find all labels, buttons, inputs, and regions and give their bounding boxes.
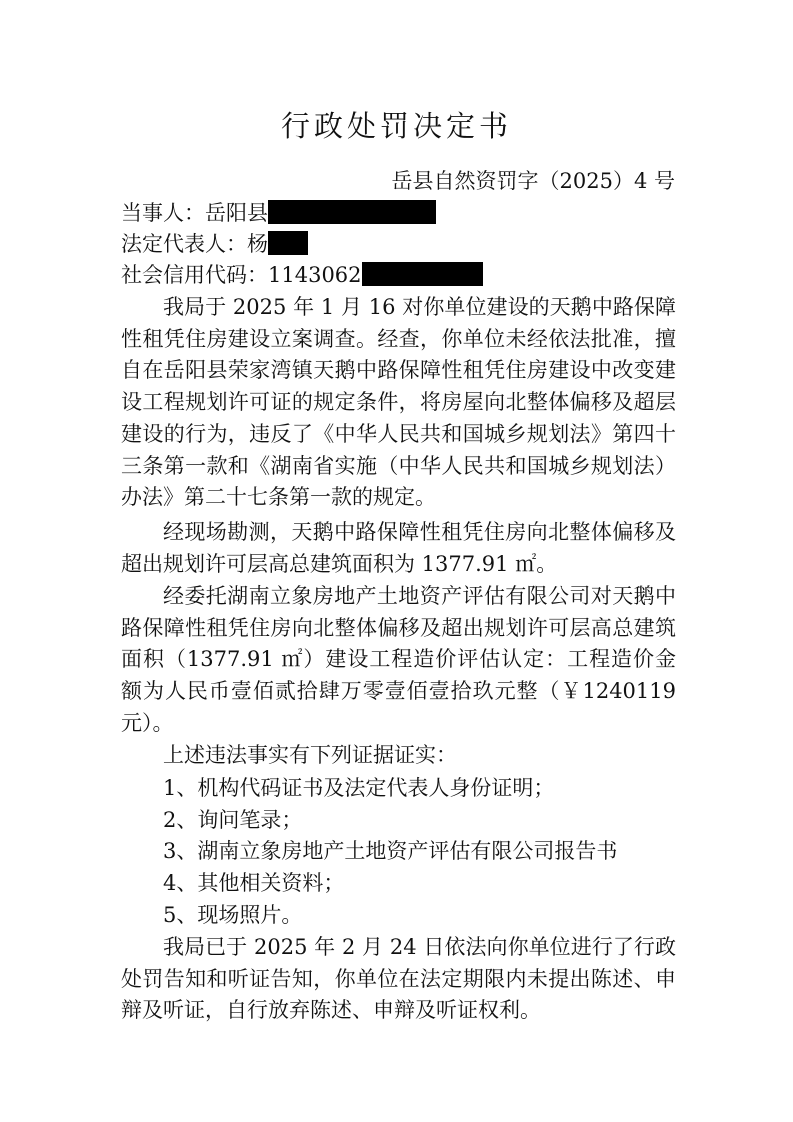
evidence-item: 3、湖南立象房地产土地资产评估有限公司报告书 (163, 839, 618, 863)
evidence-item: 5、现场照片。 (163, 903, 303, 927)
paragraph-investigation: 我局于 2025 年 1 月 16 对你单位建设的天鹅中路保障性租凭住房建设立案调查。经查，你单位未经依法批准，擅自在岳阳县荣家湾镇天鹅中路保障性租凭住房建设中改变建设工程规划许可证的规定条件，将房屋向北整体偏移及超层建设的行为，违反了《中华人民共和国城乡规划法》第四十三条第一款和《湖南省实施（中华人民共和国城乡规划法）办法》第二十七条第一款的规定。 (121, 295, 676, 510)
document-number: 岳县自然资罚字（2025）4 号 (391, 169, 675, 193)
paragraph-survey: 经现场勘测，天鹅中路保障性租凭住房向北整体偏移及超出规划许可层高总建筑面积为 1377.91 ㎡。 (121, 520, 676, 576)
legal-representative-line (121, 229, 308, 259)
redaction-bar (268, 231, 308, 255)
redaction-bar (362, 262, 483, 286)
paragraph-appraisal: 经委托湖南立象房地产土地资产评估有限公司对天鹅中路保障性租凭住房向北整体偏移及超出规划许可层高总建筑面积（1377.91 ㎡）建设工程造价评估认定：工程造价金额为人民币壹佰贰拾肆万零壹佰壹拾玖元整（￥1240119元）。 (121, 584, 676, 735)
paragraph-notification: 我局已于 2025 年 2 月 24 日依法向你单位进行了行政处罚告知和听证告知，你单位在法定期限内未提出陈述、申辩及听证，自行放弃陈述、申辩及听证权利。 (121, 935, 676, 1023)
legal-representative-label: 法定代表人：杨 (121, 232, 268, 256)
document-title: 行政处罚决定书 (280, 109, 512, 143)
paragraph-evidence-intro: 上述违法事实有下列证据证实： (163, 743, 457, 767)
evidence-item: 1、机构代码证书及法定代表人身份证明； (163, 776, 555, 800)
evidence-item: 2、询问笔录； (163, 808, 303, 832)
party-name-line (121, 198, 436, 228)
evidence-item: 4、其他相关资料； (163, 871, 345, 895)
credit-code-line (121, 260, 483, 290)
redaction-bar (268, 200, 436, 224)
credit-code-label: 社会信用代码：1143062 (121, 263, 362, 287)
party-name-label: 当事人：岳阳县 (121, 201, 268, 225)
